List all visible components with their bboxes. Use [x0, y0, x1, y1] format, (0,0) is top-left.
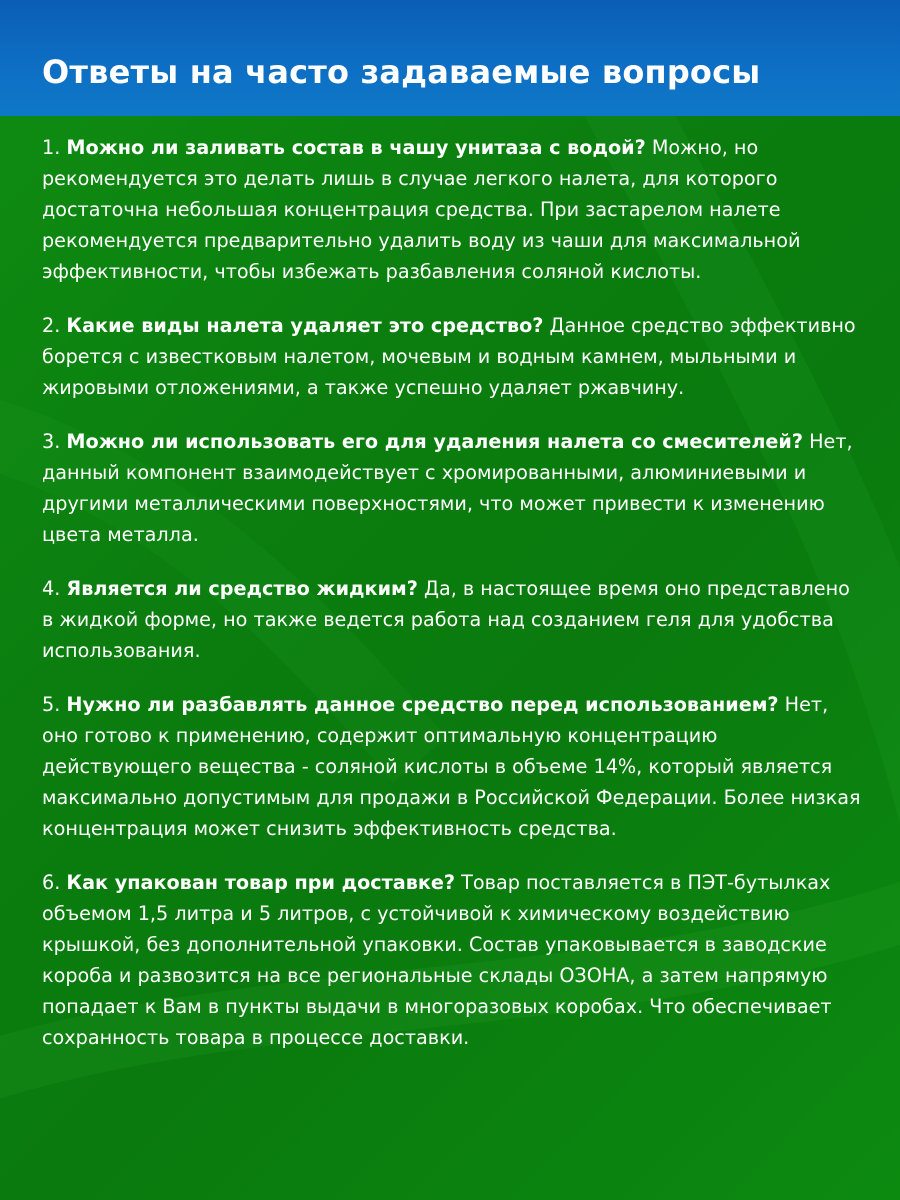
- faq-list: [42, 132, 864, 1076]
- faq-item-number: 3.: [42, 430, 61, 453]
- faq-item-number: 2.: [42, 314, 61, 337]
- faq-item: [42, 426, 864, 550]
- faq-item: [42, 310, 864, 403]
- header-banner: [0, 0, 900, 116]
- faq-question: Нужно ли разбавлять данное средство перед использованием?: [66, 693, 779, 716]
- faq-item: [42, 689, 864, 844]
- faq-answer: Да, в настоящее время оно представлено в жидкой форме, но также ведется работа над созданием геля для удобства использования.: [42, 577, 850, 662]
- page-title: Ответы на часто задаваемые вопросы: [42, 53, 761, 91]
- faq-answer: Данное средство эффективно борется с известковым налетом, мочевым и водным камнем, мыльными и жировыми отложениями, а также успешно удаляет ржавчину.: [42, 314, 856, 399]
- faq-answer: Нет, оно готово к применению, содержит оптимальную концентрацию действующего вещества - соляной кислоты в объеме 14%, который является максимально допустимым для продажи в Российской Федерации. Более низкая концентрация может снизить эффективность средства.: [42, 693, 861, 840]
- faq-item: [42, 573, 864, 666]
- faq-item-number: 4.: [42, 577, 61, 600]
- faq-answer: Нет, данный компонент взаимодействует с хромированными, алюминиевыми и другими металлическими поверхностями, что может привести к изменению цвета металла.: [42, 430, 853, 546]
- faq-question: Можно ли заливать состав в чашу унитаза с водой?: [66, 136, 646, 159]
- faq-question: Можно ли использовать его для удаления налета со смесителей?: [66, 430, 803, 453]
- faq-question: Какие виды налета удаляет это средство?: [66, 314, 544, 337]
- faq-item-number: 1.: [42, 136, 61, 159]
- faq-item: [42, 132, 864, 287]
- faq-question: Является ли средство жидким?: [66, 577, 418, 600]
- faq-item-number: 6.: [42, 871, 61, 894]
- faq-question: Как упакован товар при доставке?: [66, 871, 456, 894]
- faq-answer: Можно, но рекомендуется это делать лишь в случае легкого налета, для которого достаточна небольшая концентрация средства. При застарелом налете рекомендуется предварительно удалить воду из чаши для максимальной эффективности, чтобы избежать разбавления соляной кислоты.: [42, 136, 801, 283]
- faq-item-number: 5.: [42, 693, 61, 716]
- faq-item: [42, 867, 864, 1053]
- faq-answer: Товар поставляется в ПЭТ-бутылках объемом 1,5 литра и 5 литров, с устойчивой к химическому воздействию крышкой, без дополнительной упаковки. Состав упаковывается в заводские короба и развозится на все региональные склады ОЗОНА, а затем напрямую попадает к Вам в пункты выдачи в многоразовых коробах. Что обеспечивает сохранность товара в процессе доставки.: [42, 871, 832, 1049]
